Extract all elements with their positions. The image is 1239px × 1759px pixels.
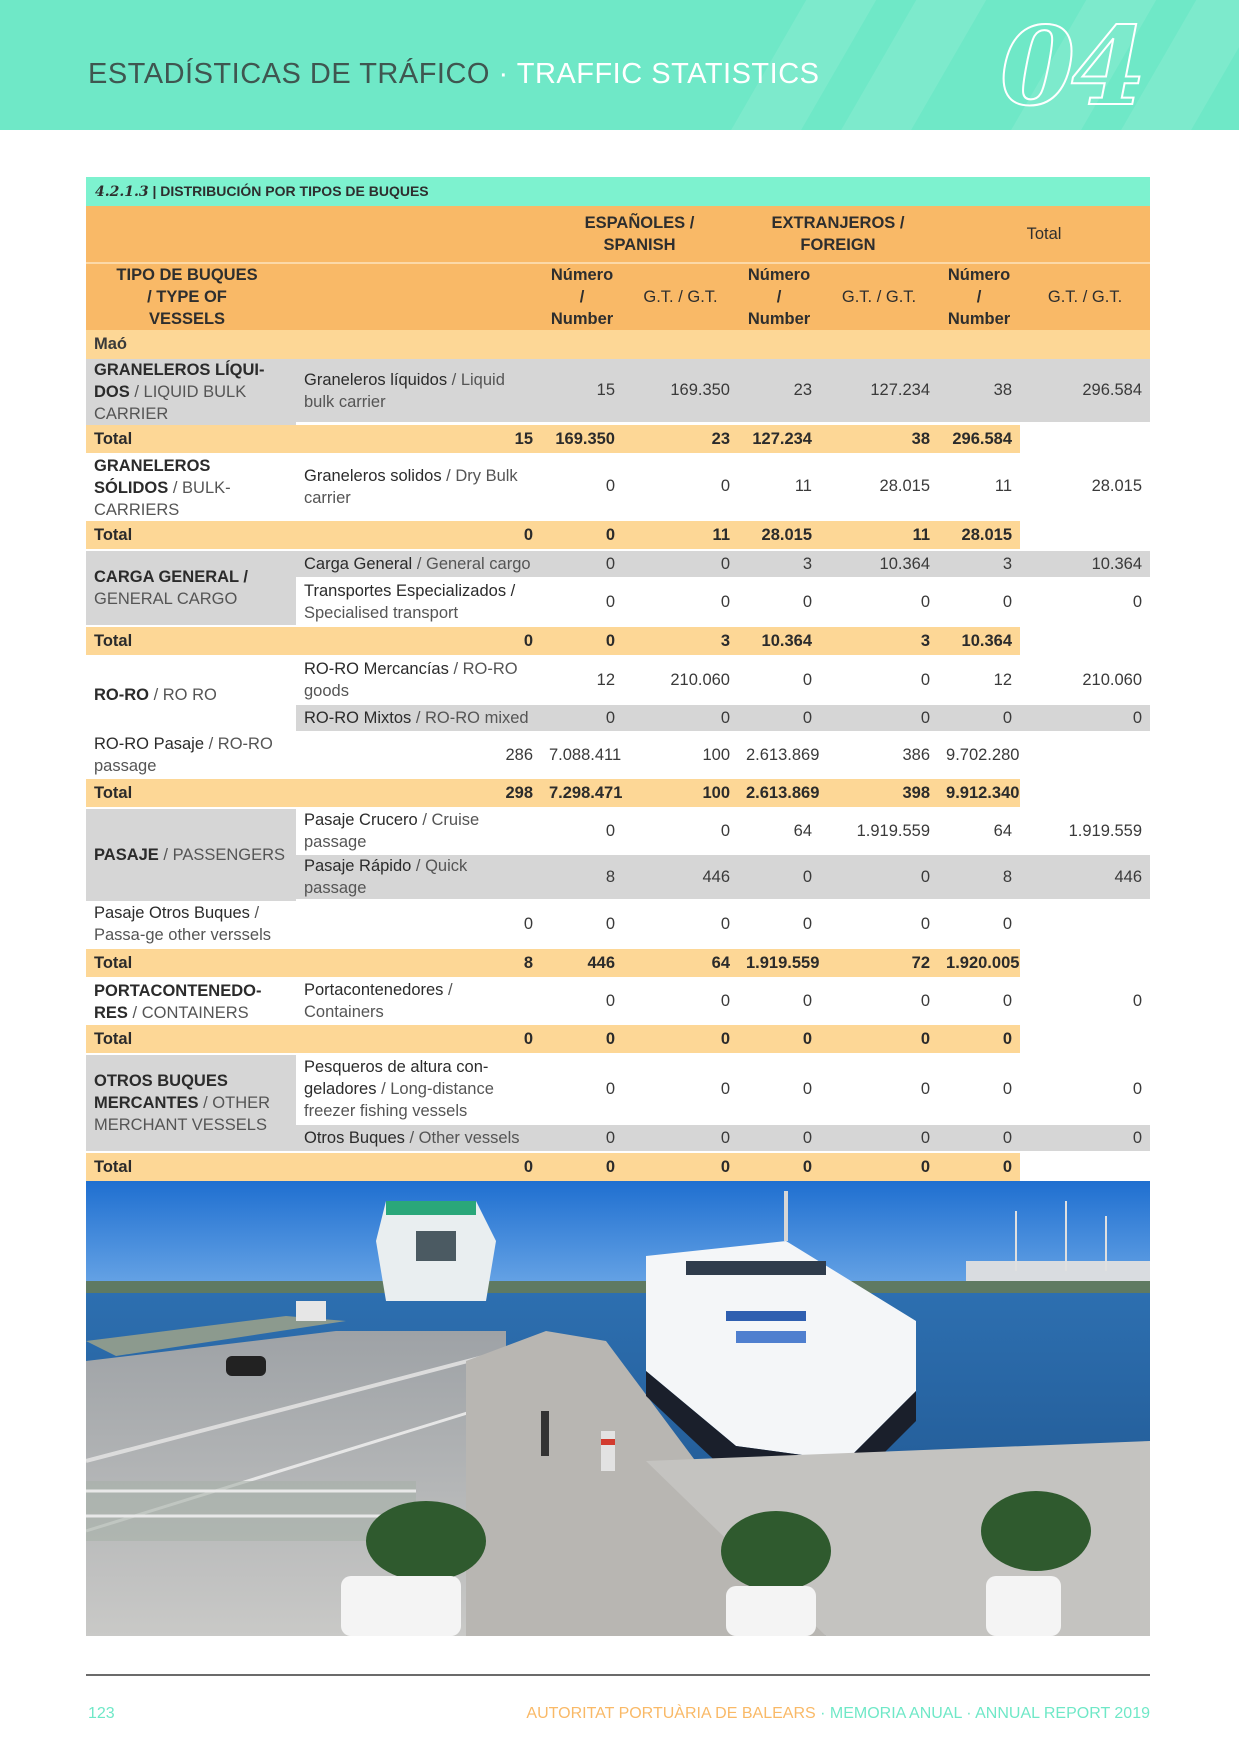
table-cell: 0 xyxy=(541,627,623,655)
vessel-type-label xyxy=(296,579,541,625)
vessel-type-label xyxy=(296,979,541,1023)
vessel-group-name-en: GENERAL CARGO xyxy=(94,590,238,608)
table-cell: 28.015 xyxy=(938,521,1020,549)
harbor-photo xyxy=(86,1181,1150,1636)
table-cell: 0 xyxy=(541,809,623,853)
table-cell: 2.613.869 xyxy=(738,779,820,807)
table-cell: 10.364 xyxy=(1020,551,1150,577)
table-cell: 38 xyxy=(820,425,938,453)
table-cell: 11 xyxy=(820,521,938,549)
table-cell: 0 xyxy=(820,705,938,731)
vessel-type-en: / RO-RO passage xyxy=(94,735,273,775)
table-cell: 169.350 xyxy=(541,425,623,453)
table-cell: 3 xyxy=(938,551,1020,577)
table-cell: 0 xyxy=(938,705,1020,731)
table-row xyxy=(86,901,1150,947)
table-cell: 127.234 xyxy=(820,359,938,422)
vessel-type-en: / Containers xyxy=(304,981,453,1021)
table-cell: 0 xyxy=(820,1153,938,1181)
vessel-type-en: / RO-RO goods xyxy=(304,660,518,700)
table-cell: 0 xyxy=(623,809,738,853)
vessel-type-en: / Dry Bulk carrier xyxy=(304,466,518,507)
vessel-type-es: Total xyxy=(94,632,133,650)
vessel-type-es: RO-RO Mercancías xyxy=(304,660,449,678)
table-cell: 0 xyxy=(541,551,623,577)
vessel-type-es: Portacontenedores xyxy=(304,981,444,999)
table-cell: 446 xyxy=(541,949,623,977)
vessel-type-label xyxy=(296,705,541,731)
table-cell: 0 xyxy=(541,1055,623,1123)
table-cell: 446 xyxy=(1020,855,1150,899)
vessel-group-name-es: OTROS BUQUES MERCANTES xyxy=(94,1072,228,1112)
table-cell: 0 xyxy=(738,855,820,899)
table-cell: 0 xyxy=(623,1055,738,1123)
table-cell: 2.613.869 xyxy=(738,733,820,777)
vessel-type-label xyxy=(296,809,541,853)
vessel-group-label xyxy=(86,1055,296,1151)
table-cell: 0 xyxy=(738,1153,820,1181)
group-header-foreign: EXTRANJEROS / FOREIGN xyxy=(738,206,938,262)
table-cell: 38 xyxy=(938,359,1020,422)
vessel-group-label xyxy=(86,455,296,521)
table-total-row xyxy=(86,1153,1150,1181)
vessel-group-label xyxy=(86,551,296,625)
table-cell: 0 xyxy=(938,1125,1020,1151)
table-cell: 0 xyxy=(820,579,938,625)
table-cell: 15 xyxy=(541,359,623,422)
table-row xyxy=(86,359,1150,422)
total-label xyxy=(86,949,296,977)
table-cell: 0 xyxy=(738,1025,820,1053)
table-cell: 127.234 xyxy=(738,425,820,453)
vessel-type-en: / Long-distance freezer fishing vessels xyxy=(304,1080,494,1120)
table-cell: 0 xyxy=(938,901,1020,947)
vessel-group-name-en: / PASSENGERS xyxy=(163,846,286,864)
vessel-type-en: / Other vessels xyxy=(409,1129,520,1147)
location-row xyxy=(86,330,1150,359)
table-cell: 0 xyxy=(938,1025,1020,1053)
table-cell: 0 xyxy=(296,521,541,549)
table-cell: 169.350 xyxy=(623,359,738,422)
section-number: 4.2.1.3 xyxy=(95,184,149,200)
table-cell: 7.298.471 xyxy=(541,779,623,807)
section-title: | DISTRIBUCIÓN POR TIPOS DE BUQUES xyxy=(152,183,429,199)
table-cell: 0 xyxy=(820,901,938,947)
table-cell: 64 xyxy=(623,949,738,977)
vessel-type-en: / General cargo xyxy=(416,555,531,573)
table-total-row xyxy=(86,425,1150,453)
footer-text xyxy=(526,1705,1150,1723)
vessel-group-name-es: GRANELEROS SÓLIDOS xyxy=(94,457,211,497)
table-cell: 0 xyxy=(820,1125,938,1151)
vessel-type-es: Otros Buques xyxy=(304,1129,405,1147)
table-total-row xyxy=(86,627,1150,655)
header-title-en: TRAFFIC STATISTICS xyxy=(516,58,820,90)
table-cell: 72 xyxy=(820,949,938,977)
table-cell: 0 xyxy=(541,705,623,731)
footer-report: MEMORIA ANUAL · ANNUAL REPORT 2019 xyxy=(829,1705,1150,1722)
table-row xyxy=(86,733,1150,777)
table-cell: 8 xyxy=(296,949,541,977)
footer-org: AUTORITAT PORTUÀRIA DE BALEARS xyxy=(526,1705,816,1722)
table-cell: 15 xyxy=(296,425,541,453)
table-cell: 0 xyxy=(623,1125,738,1151)
vessel-type-es: Carga General xyxy=(304,555,413,573)
vessel-type-en: / RO-RO mixed xyxy=(415,709,529,727)
table-cell: 0 xyxy=(623,551,738,577)
vessel-type-es: Total xyxy=(94,784,133,802)
header-separator: · xyxy=(489,58,517,90)
table-cell: 100 xyxy=(623,779,738,807)
vessel-group-name-en: / OTHER MERCHANT VESSELS xyxy=(94,1094,271,1134)
vessel-group-name-es: PORTACONTENEDO-RES xyxy=(94,982,262,1022)
table-cell: 9.912.340 xyxy=(938,779,1020,807)
vessel-type-es: Graneleros líquidos xyxy=(304,370,448,389)
table-cell: 10.364 xyxy=(738,627,820,655)
vessel-type-es: Graneleros solidos xyxy=(304,466,442,485)
total-label xyxy=(86,627,296,655)
table-cell: 11 xyxy=(738,455,820,518)
table-row xyxy=(86,809,1150,853)
table-row xyxy=(86,551,1150,577)
vessel-type-label xyxy=(86,733,296,777)
vessel-type-label xyxy=(296,455,541,518)
table-cell: 10.364 xyxy=(938,627,1020,655)
table-cell: 0 xyxy=(1020,1125,1150,1151)
table-cell: 3 xyxy=(623,627,738,655)
table-cell: 28.015 xyxy=(1020,455,1150,518)
table-cell: 296.584 xyxy=(938,425,1020,453)
table-cell: 64 xyxy=(738,809,820,853)
total-label xyxy=(86,1025,296,1053)
vessel-type-es: Pasaje Otros Buques xyxy=(94,904,250,922)
vessel-type-label xyxy=(296,1125,541,1151)
table-cell: 10.364 xyxy=(820,551,938,577)
vessel-type-es: Total xyxy=(94,954,133,972)
table-cell: 0 xyxy=(623,455,738,518)
vessel-type-es: Total xyxy=(94,1158,133,1176)
table-cell: 0 xyxy=(820,1055,938,1123)
table-cell: 0 xyxy=(738,705,820,731)
chapter-number: 04 xyxy=(1000,4,1143,130)
table-cell: 23 xyxy=(623,425,738,453)
table-cell: 0 xyxy=(820,1025,938,1053)
table-cell: 210.060 xyxy=(623,657,738,703)
table-cell: 12 xyxy=(938,657,1020,703)
table-caption xyxy=(86,177,1150,206)
table-cell: 0 xyxy=(296,901,541,947)
table-cell: 0 xyxy=(623,705,738,731)
table-cell: 8 xyxy=(541,855,623,899)
table-cell: 0 xyxy=(938,1153,1020,1181)
header-title xyxy=(88,58,820,91)
vessel-type-label xyxy=(296,855,541,899)
col-header-spanish-gt: G.T. / G.T. xyxy=(623,262,738,330)
col-header-total-gt: G.T. / G.T. xyxy=(1020,262,1150,330)
header-title-es: ESTADÍSTICAS DE TRÁFICO xyxy=(88,58,490,90)
table-cell: 0 xyxy=(296,627,541,655)
col-header-spanish-number: Número / Number xyxy=(541,262,623,330)
table-cell: 3 xyxy=(820,627,938,655)
table-cell: 0 xyxy=(623,1153,738,1181)
vessel-type-es: Total xyxy=(94,430,133,448)
vessel-distribution-table xyxy=(86,206,1150,1213)
vessel-type-label xyxy=(296,551,541,577)
col-header-total-number: Número / Number xyxy=(938,262,1020,330)
vessel-type-en: / Liquid bulk carrier xyxy=(304,370,505,411)
page-number: 123 xyxy=(88,1705,115,1722)
vessel-type-label xyxy=(86,901,296,947)
vessel-distribution-table-block xyxy=(86,177,1150,1213)
col-header-foreign-number: Número / Number xyxy=(738,262,820,330)
vessel-type-en: Specialised transport xyxy=(304,604,459,622)
vessel-group-label xyxy=(86,979,296,1025)
table-cell: 0 xyxy=(738,579,820,625)
vessel-group-name-en: / BULK-CARRIERS xyxy=(94,479,231,519)
table-cell: 1.919.559 xyxy=(738,949,820,977)
vessel-type-es: RO-RO Pasaje xyxy=(94,735,205,753)
table-total-row xyxy=(86,1025,1150,1053)
table-cell: 0 xyxy=(1020,579,1150,625)
vessel-type-es: Pasaje Crucero xyxy=(304,811,418,829)
table-cell: 0 xyxy=(820,855,938,899)
table-cell: 11 xyxy=(938,455,1020,518)
table-cell: 9.702.280 xyxy=(938,733,1020,777)
table-cell: 28.015 xyxy=(820,455,938,518)
total-label xyxy=(86,779,296,807)
table-cell: 1.920.005 xyxy=(938,949,1020,977)
table-cell: 0 xyxy=(738,1055,820,1123)
col-header-foreign-gt: G.T. / G.T. xyxy=(820,262,938,330)
type-of-vessels-header: TIPO DE BUQUES / TYPE OF VESSELS xyxy=(116,266,258,328)
vessel-type-es: Pasaje Rápido xyxy=(304,857,412,875)
table-cell: 286 xyxy=(296,733,541,777)
vessel-type-label xyxy=(296,359,541,422)
table-cell: 1.919.559 xyxy=(1020,809,1150,853)
table-cell: 296.584 xyxy=(1020,359,1150,422)
total-label xyxy=(86,425,296,453)
table-cell: 0 xyxy=(541,1125,623,1151)
table-cell: 0 xyxy=(623,1025,738,1053)
table-cell: 0 xyxy=(296,1025,541,1053)
footer-rule xyxy=(86,1674,1150,1676)
table-cell: 0 xyxy=(541,901,623,947)
table-total-row xyxy=(86,949,1150,977)
group-header-spanish: ESPAÑOLES / SPANISH xyxy=(541,206,738,262)
vessel-group-name-es: GRANELEROS LÍQUI-DOS xyxy=(94,361,265,401)
table-row xyxy=(86,455,1150,518)
table-row xyxy=(86,657,1150,703)
table-cell: 398 xyxy=(820,779,938,807)
vessel-type-es: Pesqueros de altura con-geladores xyxy=(304,1058,489,1098)
page-header xyxy=(0,0,1239,130)
total-label xyxy=(86,1153,296,1181)
vessel-type-label xyxy=(296,657,541,703)
table-cell: 298 xyxy=(296,779,541,807)
vessel-group-name-es: PASAJE xyxy=(94,846,159,864)
vessel-type-es: Total xyxy=(94,526,133,544)
vessel-group-name-es: RO-RO xyxy=(94,686,149,704)
table-cell: 386 xyxy=(820,733,938,777)
table-cell: 11 xyxy=(623,521,738,549)
vessel-group-name-en: / RO RO xyxy=(153,686,217,704)
vessel-type-es: Transportes Especializados / xyxy=(304,582,516,600)
table-cell: 3 xyxy=(738,551,820,577)
vessel-group-name-en: / LIQUID BULK CARRIER xyxy=(94,383,247,423)
vessel-group-label xyxy=(86,359,296,425)
vessel-group-name-es: CARGA GENERAL / xyxy=(94,568,249,586)
table-cell: 0 xyxy=(541,979,623,1023)
footer-sep: · xyxy=(815,1705,830,1722)
vessel-group-label xyxy=(86,809,296,901)
table-total-row xyxy=(86,521,1150,549)
table-row xyxy=(86,1055,1150,1123)
table-cell: 0 xyxy=(541,521,623,549)
vessel-type-en: / Quick passage xyxy=(304,857,468,897)
table-cell: 8 xyxy=(938,855,1020,899)
table-cell: 64 xyxy=(938,809,1020,853)
group-header-row xyxy=(86,206,1150,262)
vessel-type-en: / Passa-ge other verssels xyxy=(94,904,271,944)
table-cell: 0 xyxy=(738,901,820,947)
table-cell: 0 xyxy=(820,657,938,703)
table-cell: 0 xyxy=(541,1025,623,1053)
total-label xyxy=(86,521,296,549)
table-cell: 0 xyxy=(820,979,938,1023)
group-header-total: Total xyxy=(938,206,1150,262)
vessel-type-label xyxy=(296,1055,541,1123)
table-cell: 1.919.559 xyxy=(820,809,938,853)
location-label: Maó xyxy=(86,330,1150,359)
table-cell: 0 xyxy=(938,579,1020,625)
table-cell: 0 xyxy=(738,1125,820,1151)
table-cell: 0 xyxy=(938,1055,1020,1123)
table-cell: 446 xyxy=(623,855,738,899)
table-cell: 0 xyxy=(623,901,738,947)
table-cell: 7.088.411 xyxy=(541,733,623,777)
table-cell: 12 xyxy=(541,657,623,703)
table-cell: 100 xyxy=(623,733,738,777)
table-cell: 0 xyxy=(1020,705,1150,731)
table-cell: 0 xyxy=(541,579,623,625)
vessel-type-es: Total xyxy=(94,1030,133,1048)
column-header-row xyxy=(86,262,1150,330)
table-cell: 0 xyxy=(938,979,1020,1023)
table-cell: 23 xyxy=(738,359,820,422)
table-cell: 28.015 xyxy=(738,521,820,549)
table-cell: 0 xyxy=(541,1153,623,1181)
vessel-group-label xyxy=(86,657,296,733)
vessel-group-name-en: / CONTAINERS xyxy=(132,1004,249,1022)
table-row xyxy=(86,979,1150,1023)
table-cell: 0 xyxy=(623,579,738,625)
table-total-row xyxy=(86,779,1150,807)
table-cell: 0 xyxy=(541,455,623,518)
table-cell: 0 xyxy=(1020,1055,1150,1123)
table-cell: 0 xyxy=(623,979,738,1023)
table-cell: 0 xyxy=(1020,979,1150,1023)
table-cell: 0 xyxy=(296,1153,541,1181)
table-cell: 0 xyxy=(738,657,820,703)
table-cell: 210.060 xyxy=(1020,657,1150,703)
vessel-type-es: RO-RO Mixtos xyxy=(304,709,412,727)
vessel-type-en: / Cruise passage xyxy=(304,811,480,851)
table-cell: 0 xyxy=(738,979,820,1023)
